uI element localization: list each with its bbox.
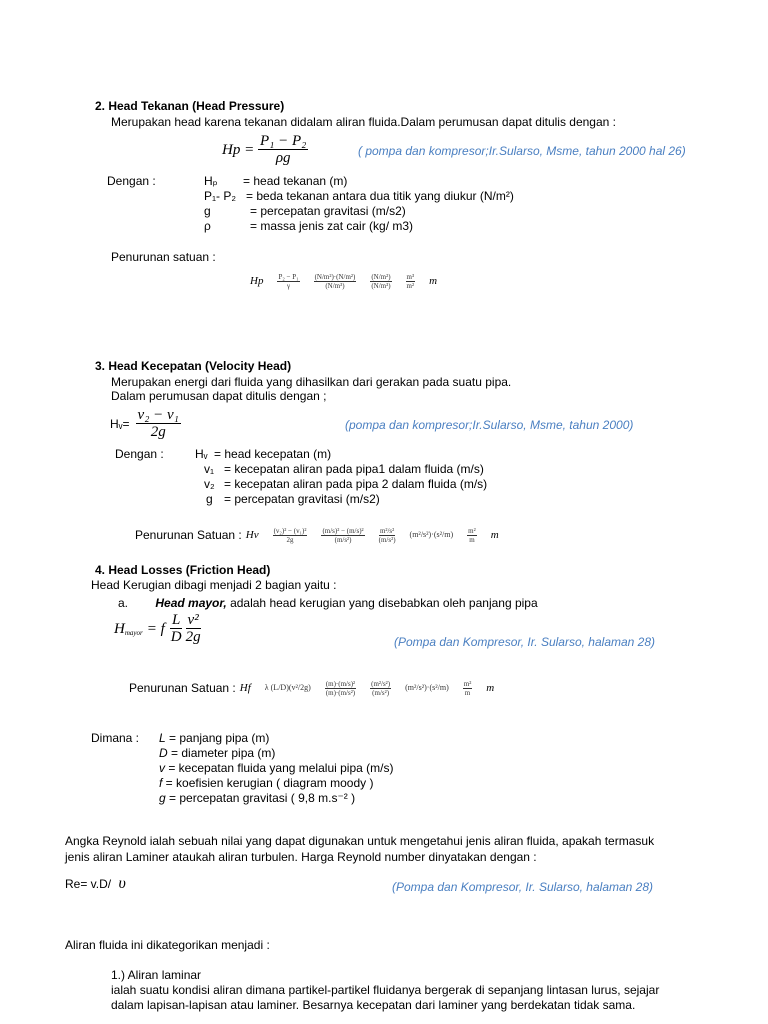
item-letter: a. [118,596,129,610]
section-3-penurunan-label: Penurunan Satuan : [135,528,242,542]
section-3-title: 3. Head Kecepatan (Velocity Head) [95,359,292,373]
formula-fraction: $\frac{L}{D}$ [170,612,182,645]
unit-term: $\frac{\text{(m²/s²)}}{\text{(m/s²)}}$ [371,679,391,697]
def-symbol: g [206,492,213,506]
unit-term: $\frac{\text{(N/m²)·(N/m²)}}{\text{(N/m³)}}$ [314,272,356,290]
formula-lhs: Hᵥ= [110,417,130,431]
unit-result: m [429,275,438,287]
def-text: = diameter pipa (m) [167,746,276,760]
def-symbol: L [159,731,166,745]
kinematic-viscosity-symbol: υ [118,875,126,892]
section-4-intro: Head Kerugian dibagi menjadi 2 bagian yaitu : [91,578,337,592]
def-text: = koefisien kerugian ( diagram moody ) [162,776,374,790]
reynold-paragraph-line-1: Angka Reynold ialah sebuah nilai yang dapat digunakan untuk mengetahui jenis aliran fluida, apakah termasuk [65,834,655,848]
section-2-citation: ( pompa dan kompresor;Ir.Sularso, Msme, tahun 2000 hal 26) [358,144,686,158]
formula-fraction: $\frac{\text{v²}}{2g}$ [185,612,201,645]
def-text: = panjang pipa (m) [165,731,270,745]
section-4-dimana-label: Dimana : [91,731,140,745]
section-4-citation: (Pompa dan Kompresor, Ir. Sularso, halaman 28) [394,635,656,649]
def-line [159,791,355,805]
aliran-intro: Aliran fluida ini dikategorikan menjadi : [65,938,270,952]
formula-fraction [258,133,308,167]
def-line [159,731,269,745]
section-2-penurunan-label: Penurunan satuan : [111,250,216,264]
def-line [159,776,373,790]
aliran-item-1-line-1: ialah suatu kondisi aliran dimana partikel-partikel fluidanya bergerak di sepanjang lintasan lurus, sejajar [111,983,660,997]
def-text: = percepatan gravitasi (m/s2) [224,492,380,506]
unit-term: (m²/s²)·(s²/m) [405,683,449,692]
def-text: = kecepatan aliran pada pipa1 dalam fluida (m/s) [224,462,484,476]
def-text: = head tekanan (m) [243,174,348,188]
unit-term: $\frac{\text{m²/s²}}{\text{(m/s²)}}$ [378,526,396,544]
unit-term: (m²/s²)·(s²/m) [409,530,454,539]
section-2-desc: Merupakan head karena tekanan didalam aliran fluida.Dalam perumusan dapat ditulis dengan : [111,115,616,129]
reynold-citation: (Pompa dan Kompresor, Ir. Sularso, halaman 28) [392,880,654,894]
section-3-citation: (pompa dan kompresor;Ir.Sularso, Msme, tahun 2000) [345,418,634,432]
def-symbol: ρ [204,219,211,233]
unit-term: λ (L/D)(v²/2g) [264,683,311,692]
def-symbol: f [159,776,163,790]
def-symbol: P₁- P₂ [204,189,237,203]
unit-term: $\frac{\text{P₂ − P₁}}{\gamma}$ [278,272,299,290]
def-symbol: Hₚ [204,174,218,188]
formula-lhs: Hp = [222,142,255,158]
unit-term: $\frac{\text{(N/m²)}}{\text{(N/m³)}}$ [371,272,391,290]
unit-result: m [486,682,495,694]
def-text: = beda tekanan antara dua titik yang diukur (N/m²) [246,189,514,203]
section-3-desc-2: Dalam perumusan dapat ditulis dengan ; [111,389,327,403]
unit-term: $\frac{\text{m³}}{\text{m²}}$ [406,272,415,290]
def-line [159,761,393,775]
def-symbol: v [159,761,165,775]
formula-numerator: P₁ − P₂ [259,133,307,149]
unit-lhs: Hf [239,682,251,694]
head-pressure-formula [222,133,308,167]
section-3-unit-derivation [135,520,499,550]
unit-term: $\frac{\text{m²}}{m}$ [463,679,472,697]
reynold-formula-text: Re= v.D/ [65,877,112,891]
formula-lhs: H [114,621,125,637]
def-symbol: D [159,746,168,760]
def-text: = head kecepatan (m) [214,447,332,461]
section-4-title: 4. Head Losses (Friction Head) [95,563,271,577]
formula-fraction [136,407,181,441]
unit-term: $\frac{\text{m²}}{m}$ [468,526,476,544]
section-4-item-a [118,596,538,610]
def-text: = kecepatan aliran pada pipa 2 dalam fluida (m/s) [224,477,488,491]
def-text: = percepatan gravitasi ( 9,8 m.s⁻² ) [165,791,356,805]
aliran-item-1-line-2: dalam lapisan-lapisan atau laminer. Besarnya kecepatan dari laminer yang berdekatan tidak sama. [111,998,636,1012]
reynold-paragraph-line-2: jenis aliran Laminer ataukah aliran turbulen. Harga Reynold number dinyatakan dengan : [65,850,537,864]
formula-denominator: 2g [150,424,166,440]
unit-lhs: Hp [250,275,264,287]
def-symbol: v₂ [204,477,215,491]
unit-term: $\frac{\text{(m)·(m/s)²}}{\text{(m)·(m/s²)}}$ [325,679,356,697]
def-text: = percepatan gravitasi (m/s2) [250,204,406,218]
unit-result: m [490,529,499,541]
unit-term: $\frac{\text{(v₂)² − (v₁)²}}{2g}$ [273,526,307,544]
def-text: = massa jenis zat cair (kg/ m3) [250,219,414,233]
reynold-formula [65,877,126,891]
def-symbol: v₁ [204,462,215,476]
formula-numerator: v₂ − v₁ [137,407,179,423]
item-bold-term: Head mayor, [155,596,227,610]
def-symbol: g [159,791,166,805]
unit-term: $\frac{\text{(m/s)² − (m/s)²}}{\text{(m/s²)}}$ [322,526,364,544]
section-3-desc-1: Merupakan energi dari fluida yang dihasilkan dari gerakan pada suatu pipa. [111,375,512,389]
section-2-unit-derivation [250,262,437,300]
head-mayor-formula [114,612,203,646]
section-4-penurunan-label: Penurunan Satuan : [129,681,236,695]
def-text: = kecepatan fluida yang melalui pipa (m/s) [165,761,394,775]
section-4-unit-derivation [129,673,494,703]
unit-lhs: Hv [245,529,259,541]
item-description: adalah head kerugian yang disebabkan oleh panjang pipa [226,596,538,610]
def-line [159,746,275,760]
def-symbol: Hᵥ [195,447,208,461]
def-symbol: g [204,204,211,218]
aliran-item-1-title: 1.) Aliran laminar [111,968,202,982]
section-3-dengan-label: Dengan : [115,447,164,461]
section-2-title: 2. Head Tekanan (Head Pressure) [95,99,285,113]
formula-subscript: mayor [124,629,143,637]
formula-eq: = f [146,621,165,637]
formula-denominator: ρg [275,150,291,166]
velocity-head-formula [110,407,181,441]
section-2-dengan-label: Dengan : [107,174,156,188]
